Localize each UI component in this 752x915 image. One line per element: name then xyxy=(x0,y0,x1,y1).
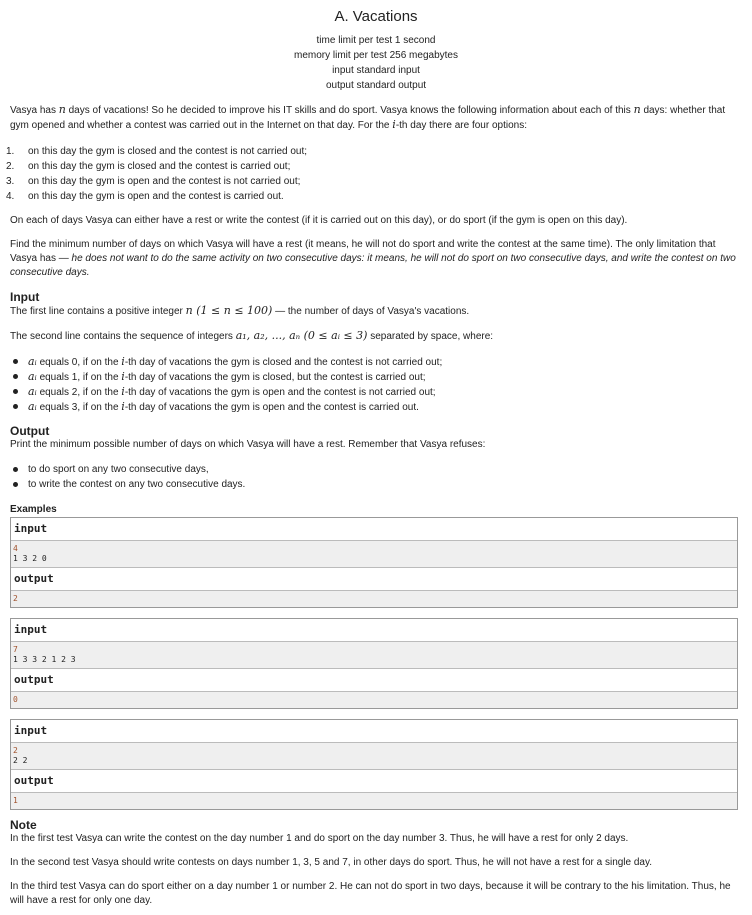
input-line-2 xyxy=(10,329,742,344)
note-paragraph-3: In the third test Vasya can do sport either on a day number 1 or number 2. He can not do sport in two days, because it will be contrary to the his limitation. Thus, he will have a rest for only one day. xyxy=(10,881,731,906)
section-title-output: Output xyxy=(10,424,50,438)
text: -th day of vacations the gym is closed, but the contest is carried out; xyxy=(124,372,426,383)
output-file: output standard output xyxy=(325,80,427,91)
bullet-icon xyxy=(13,467,18,472)
example-input[interactable] xyxy=(11,642,737,668)
text: Find the minimum number of days on which Vasya will have a rest (it means, he will not do sport and write the contest at the same time). The only limitation that Vasya has — xyxy=(10,239,716,264)
input-bullets xyxy=(10,354,742,414)
emphasis-text: he does not want to do the same activity on two consecutive days: it means, he will not do sport on two consecutive days, and write the contest on two consecutive days. xyxy=(10,253,736,278)
math-n: n xyxy=(58,103,66,116)
item-number: 3. xyxy=(6,176,15,187)
section-title-note: Note xyxy=(10,818,37,832)
input-line: 2 xyxy=(13,746,18,755)
example-2 xyxy=(10,618,738,709)
item-text: on this day the gym is closed and the contest is not carried out; xyxy=(28,146,308,157)
math-n: n xyxy=(633,103,641,116)
text: equals 3, if on the xyxy=(39,402,119,413)
text: equals 1, if on the xyxy=(39,372,119,383)
math-ai: aᵢ xyxy=(28,370,37,383)
note-paragraph-2: In the second test Vasya should write contests on days number 1, 3, 5 and 7, in other days do sport. Thus, he will not have a rest for a single day. xyxy=(10,857,653,868)
text: Vasya has xyxy=(10,105,56,116)
output-bullets xyxy=(10,462,742,492)
list-item xyxy=(10,477,742,492)
example-output[interactable] xyxy=(11,591,737,607)
input-line-1 xyxy=(10,304,742,319)
input-line: 4 xyxy=(13,544,18,553)
time-limit: time limit per test 1 second xyxy=(316,35,436,46)
math-i: i xyxy=(121,400,125,413)
note-section xyxy=(10,818,742,908)
math-n-range: n (1 ≤ n ≤ 100) xyxy=(185,304,273,317)
math-ai: aᵢ xyxy=(28,355,37,368)
bullet-icon xyxy=(13,482,18,487)
legend xyxy=(6,103,742,280)
input-label: input xyxy=(11,720,737,743)
input-line: 7 xyxy=(13,645,18,654)
output-label: output xyxy=(11,769,737,793)
list-item xyxy=(10,369,742,384)
legend-paragraph-2: On each of days Vasya can either have a rest or write the contest (if it is carried out on this day), or do sport (if the gym is open on this day). xyxy=(10,215,628,226)
memory-limit: memory limit per test 256 megabytes xyxy=(294,50,458,61)
list-item xyxy=(10,462,742,477)
example-output[interactable] xyxy=(11,692,737,708)
legend-paragraph-1 xyxy=(10,103,742,133)
text: The first line contains a positive integer xyxy=(10,306,183,317)
text: -th day of vacations the gym is open and the contest is carried out. xyxy=(124,402,419,413)
input-line: 1 3 2 0 xyxy=(13,554,47,563)
input-line: 1 3 3 2 1 2 3 xyxy=(13,655,76,664)
text: -th day there are four options: xyxy=(395,120,527,131)
item-number: 2. xyxy=(6,161,15,172)
math-i: i xyxy=(392,118,396,131)
list-item xyxy=(6,174,742,189)
input-label: input xyxy=(11,518,737,541)
list-item xyxy=(6,144,742,159)
example-1 xyxy=(10,517,738,608)
output-label: output xyxy=(11,567,737,591)
bullet-icon xyxy=(13,374,18,379)
output-line: 0 xyxy=(13,695,18,704)
text: days of vacations! So he decided to improve his IT skills and do sport. Vasya knows the following information about each of this xyxy=(68,105,631,116)
list-item xyxy=(6,159,742,174)
bullet-icon xyxy=(13,389,18,394)
text: — the number of days of Vasya's vacations. xyxy=(275,306,470,317)
math-ai: aᵢ xyxy=(28,385,37,398)
text: The second line contains the sequence of integers xyxy=(10,331,233,342)
example-3 xyxy=(10,719,738,810)
list-item xyxy=(10,399,742,414)
limits-block xyxy=(10,33,742,93)
text: days: whether that gym opened and whether a contest was carried out in the Internet on that day. For the xyxy=(10,105,726,131)
bullet-icon xyxy=(13,359,18,364)
text: equals 2, if on the xyxy=(39,387,119,398)
text: -th day of vacations the gym is closed and the contest is not carried out; xyxy=(124,357,443,368)
input-file: input standard input xyxy=(332,65,420,76)
list-item xyxy=(10,384,742,399)
example-input[interactable] xyxy=(11,541,737,567)
problem-title: A. Vacations xyxy=(334,8,418,25)
item-number: 1. xyxy=(6,146,15,157)
text: -th day of vacations the gym is open and the contest is not carried out; xyxy=(124,387,436,398)
input-line: 2 2 xyxy=(13,756,28,765)
math-sequence: a₁, a₂, ..., aₙ (0 ≤ aᵢ ≤ 3) xyxy=(235,329,368,342)
section-title-input: Input xyxy=(10,290,40,304)
text: separated by space, where: xyxy=(370,331,494,342)
math-i: i xyxy=(121,355,125,368)
options-list xyxy=(6,144,742,204)
output-line: 2 xyxy=(13,594,18,603)
item-text: to write the contest on any two consecutive days. xyxy=(28,479,246,490)
math-ai: aᵢ xyxy=(28,400,37,413)
item-text: on this day the gym is closed and the contest is carried out; xyxy=(28,161,291,172)
examples-section xyxy=(10,504,742,810)
item-text: on this day the gym is open and the contest is carried out. xyxy=(28,191,284,202)
item-text: on this day the gym is open and the contest is not carried out; xyxy=(28,176,301,187)
math-i: i xyxy=(121,385,125,398)
problem-statement xyxy=(0,8,752,908)
item-text: to do sport on any two consecutive days, xyxy=(28,464,209,475)
output-label: output xyxy=(11,668,737,692)
output-specification xyxy=(10,424,742,492)
list-item xyxy=(10,354,742,369)
input-label: input xyxy=(11,619,737,642)
example-input[interactable] xyxy=(11,743,737,769)
example-output[interactable] xyxy=(11,793,737,809)
bullet-icon xyxy=(13,404,18,409)
math-i: i xyxy=(121,370,125,383)
input-specification xyxy=(10,290,742,414)
legend-paragraph-3 xyxy=(10,238,742,280)
output-line: 1 xyxy=(13,796,18,805)
section-title-examples: Examples xyxy=(10,504,57,515)
list-item xyxy=(6,189,742,204)
output-text: Print the minimum possible number of days on which Vasya will have a rest. Remember that Vasya refuses: xyxy=(10,439,486,450)
note-paragraph-1: In the first test Vasya can write the contest on the day number 1 and do sport on the day number 3. Thus, he will have a rest for only 2 days. xyxy=(10,833,629,844)
text: equals 0, if on the xyxy=(39,357,119,368)
item-number: 4. xyxy=(6,191,15,202)
